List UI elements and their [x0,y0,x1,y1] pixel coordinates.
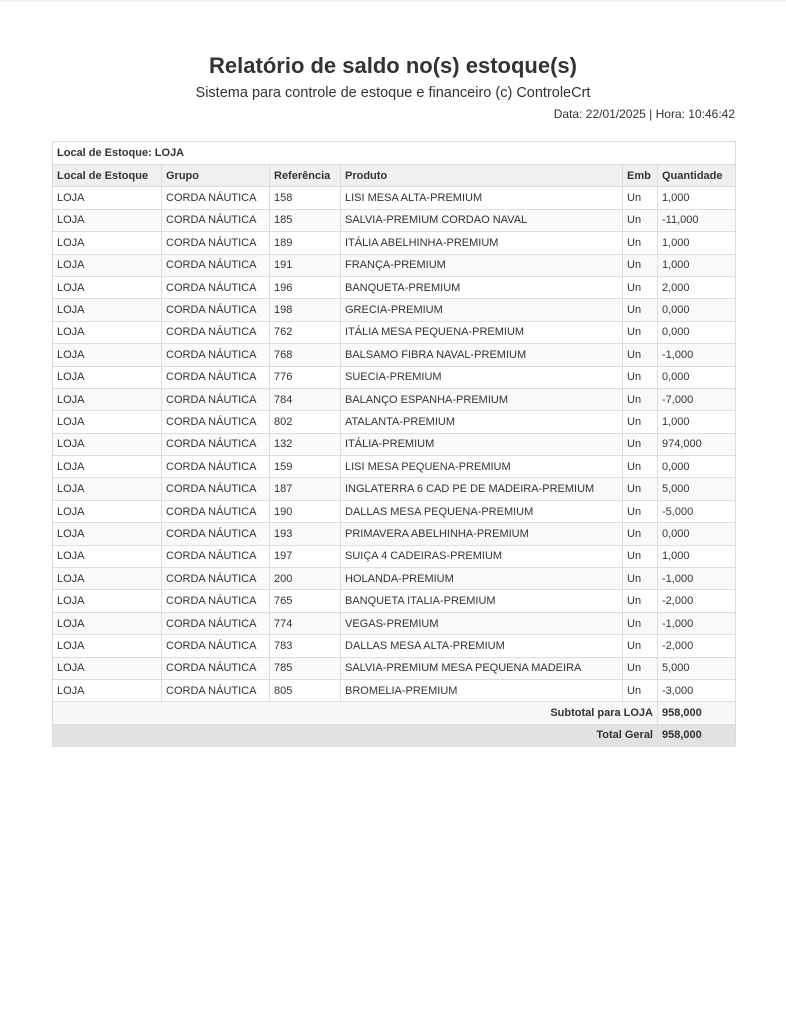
cell-referencia: 768 [270,344,341,366]
table-row [53,321,736,343]
cell-grupo: CORDA NÁUTICA [162,433,270,455]
table-row [53,366,736,388]
cell-quantidade: 5,000 [658,657,736,679]
cell-produto: PRIMAVERA ABELHINHA-PREMIUM [341,523,623,545]
cell-grupo: CORDA NÁUTICA [162,612,270,634]
cell-produto: ATALANTA-PREMIUM [341,411,623,433]
table-row [53,411,736,433]
table-row [53,433,736,455]
cell-referencia: 765 [270,590,341,612]
total-label: Total Geral [53,724,658,746]
cell-local: LOJA [53,679,162,701]
cell-grupo: CORDA NÁUTICA [162,254,270,276]
cell-produto: BALANÇO ESPANHA-PREMIUM [341,388,623,410]
cell-local: LOJA [53,568,162,590]
cell-produto: FRANÇA-PREMIUM [341,254,623,276]
cell-local: LOJA [53,187,162,209]
cell-referencia: 196 [270,276,341,298]
cell-referencia: 784 [270,388,341,410]
table-row [53,344,736,366]
cell-grupo: CORDA NÁUTICA [162,635,270,657]
cell-emb: Un [623,321,658,343]
cell-local: LOJA [53,321,162,343]
cell-referencia: 802 [270,411,341,433]
subtotal-value: 958,000 [658,702,736,724]
cell-quantidade: -11,000 [658,209,736,231]
cell-grupo: CORDA NÁUTICA [162,679,270,701]
cell-local: LOJA [53,209,162,231]
cell-quantidade: 0,000 [658,366,736,388]
cell-local: LOJA [53,478,162,500]
cell-produto: SUECIA-PREMIUM [341,366,623,388]
cell-emb: Un [623,254,658,276]
cell-emb: Un [623,635,658,657]
cell-produto: LISI MESA ALTA-PREMIUM [341,187,623,209]
cell-grupo: CORDA NÁUTICA [162,321,270,343]
cell-local: LOJA [53,366,162,388]
cell-emb: Un [623,232,658,254]
column-header-emb: Emb [623,165,658,187]
cell-referencia: 805 [270,679,341,701]
cell-grupo: CORDA NÁUTICA [162,568,270,590]
cell-produto: BROMELIA-PREMIUM [341,679,623,701]
cell-produto: INGLATERRA 6 CAD PE DE MADEIRA-PREMIUM [341,478,623,500]
cell-referencia: 198 [270,299,341,321]
column-header-produto: Produto [341,165,623,187]
total-value: 958,000 [658,724,736,746]
cell-local: LOJA [53,411,162,433]
cell-grupo: CORDA NÁUTICA [162,388,270,410]
table-row [53,187,736,209]
cell-grupo: CORDA NÁUTICA [162,523,270,545]
table-header-row [53,165,736,187]
cell-emb: Un [623,187,658,209]
table-row [53,500,736,522]
cell-produto: BALSAMO FIBRA NAVAL-PREMIUM [341,344,623,366]
cell-quantidade: -1,000 [658,612,736,634]
cell-emb: Un [623,388,658,410]
cell-emb: Un [623,657,658,679]
table-row [53,456,736,478]
cell-produto: ITÁLIA-PREMIUM [341,433,623,455]
cell-quantidade: 0,000 [658,523,736,545]
cell-quantidade: 5,000 [658,478,736,500]
cell-emb: Un [623,500,658,522]
cell-emb: Un [623,433,658,455]
cell-emb: Un [623,276,658,298]
cell-grupo: CORDA NÁUTICA [162,456,270,478]
cell-referencia: 185 [270,209,341,231]
cell-quantidade: -2,000 [658,590,736,612]
cell-grupo: CORDA NÁUTICA [162,657,270,679]
cell-produto: VEGAS-PREMIUM [341,612,623,634]
cell-emb: Un [623,456,658,478]
cell-emb: Un [623,545,658,567]
cell-grupo: CORDA NÁUTICA [162,500,270,522]
table-row [53,209,736,231]
cell-produto: GRECIA-PREMIUM [341,299,623,321]
table-row [53,590,736,612]
cell-produto: SALVIA-PREMIUM MESA PEQUENA MADEIRA [341,657,623,679]
table-row [53,545,736,567]
cell-quantidade: 1,000 [658,411,736,433]
cell-referencia: 191 [270,254,341,276]
cell-grupo: CORDA NÁUTICA [162,299,270,321]
table-row [53,657,736,679]
cell-referencia: 776 [270,366,341,388]
cell-produto: DALLAS MESA ALTA-PREMIUM [341,635,623,657]
cell-emb: Un [623,679,658,701]
table-row [53,612,736,634]
cell-referencia: 762 [270,321,341,343]
cell-local: LOJA [53,254,162,276]
cell-emb: Un [623,590,658,612]
cell-produto: DALLAS MESA PEQUENA-PREMIUM [341,500,623,522]
column-header-quantidade: Quantidade [658,165,736,187]
column-header-grupo: Grupo [162,165,270,187]
cell-quantidade: -1,000 [658,344,736,366]
cell-referencia: 189 [270,232,341,254]
cell-local: LOJA [53,612,162,634]
table-row [53,299,736,321]
stock-balance-table [52,141,736,747]
cell-referencia: 158 [270,187,341,209]
cell-quantidade: -3,000 [658,679,736,701]
cell-produto: HOLANDA-PREMIUM [341,568,623,590]
cell-referencia: 193 [270,523,341,545]
location-label: Local de Estoque: LOJA [53,142,736,165]
cell-quantidade: 0,000 [658,299,736,321]
cell-quantidade: 1,000 [658,232,736,254]
cell-grupo: CORDA NÁUTICA [162,478,270,500]
cell-quantidade: 1,000 [658,187,736,209]
cell-local: LOJA [53,635,162,657]
cell-produto: BANQUETA-PREMIUM [341,276,623,298]
cell-grupo: CORDA NÁUTICA [162,276,270,298]
cell-produto: SUIÇA 4 CADEIRAS-PREMIUM [341,545,623,567]
report-subtitle: Sistema para controle de estoque e financeiro (c) ControleCrt [195,85,591,101]
total-row [53,724,736,746]
page-top-border [0,0,786,2]
cell-quantidade: -7,000 [658,388,736,410]
cell-local: LOJA [53,500,162,522]
cell-quantidade: 2,000 [658,276,736,298]
cell-local: LOJA [53,523,162,545]
cell-quantidade: -5,000 [658,500,736,522]
cell-local: LOJA [53,545,162,567]
cell-emb: Un [623,344,658,366]
table-row [53,568,736,590]
cell-referencia: 132 [270,433,341,455]
cell-referencia: 783 [270,635,341,657]
cell-local: LOJA [53,232,162,254]
report-datetime: Data: 22/01/2025 | Hora: 10:46:42 [553,107,735,121]
cell-emb: Un [623,612,658,634]
cell-emb: Un [623,299,658,321]
cell-emb: Un [623,523,658,545]
column-header-local: Local de Estoque [53,165,162,187]
table-row [53,388,736,410]
cell-quantidade: 0,000 [658,321,736,343]
report-title: Relatório de saldo no(s) estoque(s) [209,53,577,78]
table-body [53,187,736,702]
cell-referencia: 774 [270,612,341,634]
table-row [53,635,736,657]
cell-local: LOJA [53,590,162,612]
cell-emb: Un [623,478,658,500]
cell-produto: SALVIA-PREMIUM CORDAO NAVAL [341,209,623,231]
cell-quantidade: -2,000 [658,635,736,657]
cell-referencia: 197 [270,545,341,567]
table-row [53,232,736,254]
cell-grupo: CORDA NÁUTICA [162,590,270,612]
cell-local: LOJA [53,276,162,298]
cell-referencia: 159 [270,456,341,478]
cell-quantidade: 1,000 [658,545,736,567]
table-row [53,276,736,298]
cell-referencia: 190 [270,500,341,522]
table-row [53,478,736,500]
cell-grupo: CORDA NÁUTICA [162,545,270,567]
cell-emb: Un [623,568,658,590]
table-row [53,523,736,545]
cell-local: LOJA [53,388,162,410]
table-row [53,679,736,701]
cell-local: LOJA [53,433,162,455]
cell-local: LOJA [53,456,162,478]
cell-local: LOJA [53,344,162,366]
subtotal-label: Subtotal para LOJA [53,702,658,724]
cell-grupo: CORDA NÁUTICA [162,209,270,231]
cell-referencia: 785 [270,657,341,679]
cell-emb: Un [623,209,658,231]
table-row [53,254,736,276]
cell-produto: LISI MESA PEQUENA-PREMIUM [341,456,623,478]
cell-local: LOJA [53,657,162,679]
cell-local: LOJA [53,299,162,321]
cell-quantidade: -1,000 [658,568,736,590]
cell-grupo: CORDA NÁUTICA [162,344,270,366]
cell-emb: Un [623,366,658,388]
cell-grupo: CORDA NÁUTICA [162,411,270,433]
cell-quantidade: 974,000 [658,433,736,455]
cell-referencia: 200 [270,568,341,590]
cell-grupo: CORDA NÁUTICA [162,366,270,388]
column-header-referencia: Referência [270,165,341,187]
subtotal-row [53,702,736,724]
cell-produto: ITÁLIA ABELHINHA-PREMIUM [341,232,623,254]
cell-grupo: CORDA NÁUTICA [162,232,270,254]
cell-produto: BANQUETA ITALIA-PREMIUM [341,590,623,612]
cell-referencia: 187 [270,478,341,500]
cell-emb: Un [623,411,658,433]
cell-grupo: CORDA NÁUTICA [162,187,270,209]
location-row [53,142,736,165]
cell-produto: ITÁLIA MESA PEQUENA-PREMIUM [341,321,623,343]
cell-quantidade: 1,000 [658,254,736,276]
cell-quantidade: 0,000 [658,456,736,478]
